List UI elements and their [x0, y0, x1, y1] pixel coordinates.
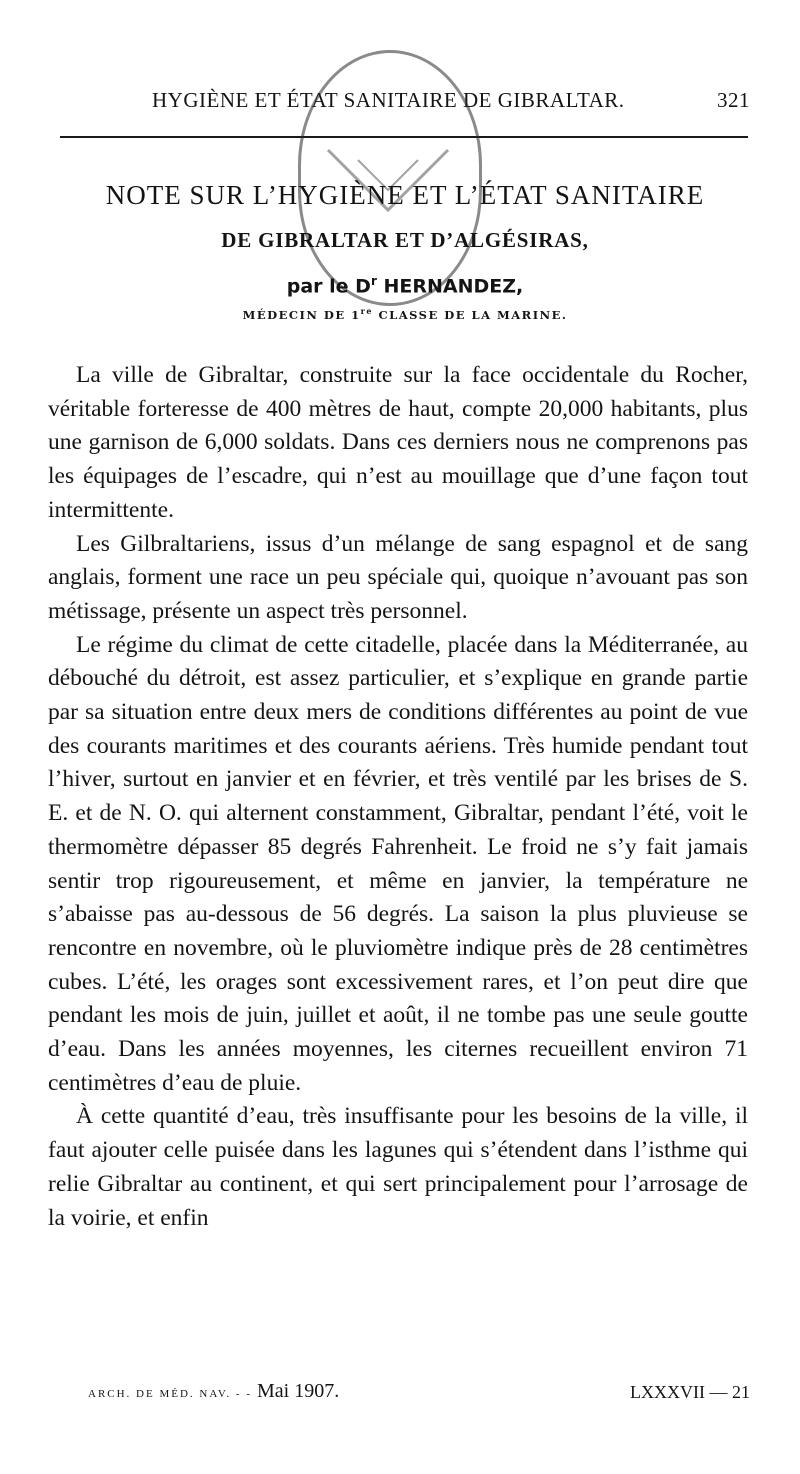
- byline: [60, 274, 750, 297]
- article-subtitle: DE GIBRALTAR ET D’ALGÉSIRAS,: [221, 228, 589, 252]
- running-title: HYGIÈNE ET ÉTAT SANITAIRE DE GIBRALTAR.: [152, 88, 625, 112]
- affiliation-prefix: MÉDECIN DE 1: [242, 307, 361, 322]
- byline-prefix: par le D: [286, 275, 371, 298]
- affiliation-suffix: CLASSE DE LA MARINE.: [372, 307, 568, 322]
- paragraph: À cette quantité d’eau, très insuffisante pour les besoins de la ville, il faut ajouter celle puisée dans les lagunes qui s’étendent dans l’isthme qui relie Gibraltar au continent, et qui sert principalement pour l’arrosage de la voirie, et enfin: [48, 1103, 748, 1231]
- article-title: NOTE SUR L’HYGIÈNE ET L’ÉTAT SANITAIRE: [105, 180, 705, 210]
- article-body: [48, 359, 748, 1235]
- journal-reference: [88, 1380, 339, 1403]
- paragraph: La ville de Gibraltar, construite sur la face occidentale du Rocher, véritable forteresse de 400 mètres de haut, compte 20,000 habitants, plus une garnison de 6,000 soldats. Dans ces derniers nous ne comprenons pas les équipages de l’escadre, qui n’est au mouillage que d’une façon tout intermittente.: [48, 362, 748, 523]
- issue-date: Mai 1907.: [252, 1380, 340, 1402]
- byline-sup: r: [370, 274, 377, 288]
- page-number: 321: [717, 88, 750, 112]
- paragraph: Les Gilbraltariens, issus d’un mélange de sang espagnol et de sang anglais, forment une race un peu spéciale qui, quoique n’avouant pas son métissage, présente un aspect très personnel.: [48, 530, 748, 624]
- volume-signature: LXXXVII — 21: [630, 1382, 750, 1402]
- author-affiliation: [60, 306, 750, 322]
- journal-name: ARCH. DE MÉD. NAV. - -: [88, 1388, 252, 1400]
- affiliation-sup: re: [360, 306, 373, 316]
- page-footer: [88, 1380, 750, 1410]
- paragraph: Le régime du climat de cette citadelle, placée dans la Méditerranée, au débouché du détroit, est assez particulier, et s’explique en grande partie par sa situation entre deux mers de conditions différentes au point de vue des courants maritimes et des courants aériens. Très humide pendant tout l’hiver, surtout en janvier et en février, et très ventilé par les brises de S. E. et de N. O. qui alternent constamment, Gibraltar, pendant l’été, voit le thermomètre dépasser 85 degrés Fahrenheit. Le froid ne s’y fait jamais sentir trop rigoureusement, et même en janvier, la température ne s’abaisse pas au-dessous de 56 degrés. La saison la plus pluvieuse se rencontre en novembre, où le pluviomètre indique près de 28 centimètres cubes. L’été, les orages sont excessivement rares, et l’on peut dire que pendant les mois de juin, juillet et août, il ne tombe pas une seule goutte d’eau. Dans les années moyennes, les citernes recueillent environ 71 centimètres d’eau de pluie.: [48, 631, 748, 1096]
- author-name: HERNANDEZ,: [376, 275, 524, 298]
